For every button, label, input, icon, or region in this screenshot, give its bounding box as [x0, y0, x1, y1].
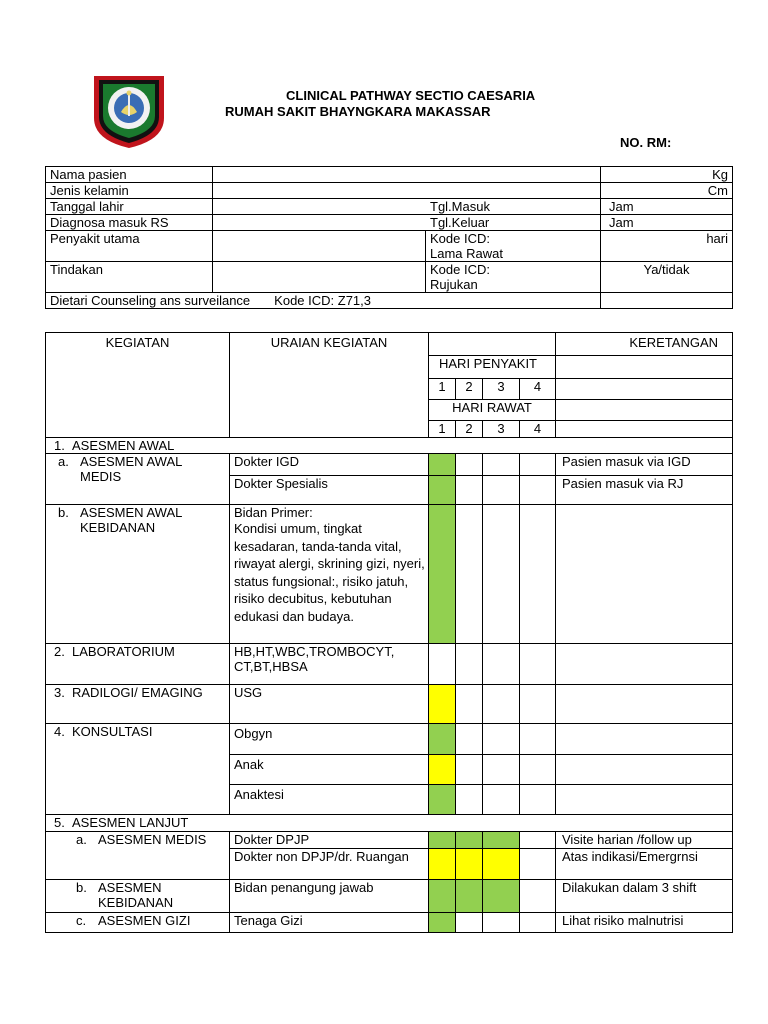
checkbox-cell[interactable] — [456, 913, 483, 933]
checkbox-cell[interactable] — [520, 724, 556, 755]
jam-masuk-label: Jam — [601, 199, 733, 215]
section-radiologi — [46, 685, 230, 724]
day-1: 1 — [429, 379, 456, 400]
checkbox-cell[interactable] — [483, 685, 520, 724]
kode-icd-label-2: Kode ICD: — [430, 262, 490, 277]
bidan-primer-cell — [230, 505, 429, 644]
bidan-penanggung-jawab: Bidan penangung jawab — [230, 880, 429, 913]
header-spacer — [429, 333, 556, 356]
item-letter: a. — [58, 454, 69, 469]
usg: USG — [230, 685, 429, 724]
rawat-day-1: 1 — [429, 421, 456, 438]
checkbox-cell[interactable] — [456, 785, 483, 815]
hospital-name: RUMAH SAKIT BHAYNGKARA MAKASSAR — [225, 104, 491, 119]
checkbox-cell[interactable] — [483, 913, 520, 933]
checkbox-cell[interactable] — [456, 724, 483, 755]
checkbox-cell[interactable] — [456, 755, 483, 785]
igd-note: Pasien masuk via IGD — [556, 454, 733, 476]
jam-keluar-label: Jam — [601, 215, 733, 231]
checkbox-cell[interactable] — [483, 832, 520, 849]
checkbox-cell[interactable] — [483, 849, 520, 880]
asesmen-awal-kebidanan — [46, 505, 230, 644]
rawat-day-2: 2 — [456, 421, 483, 438]
keterangan-cell — [556, 755, 733, 785]
bidan-primer-label: Bidan Primer: — [234, 505, 313, 520]
shift-note: Dilakukan dalam 3 shift — [556, 880, 733, 913]
lama-rawat-label: Lama Rawat — [430, 246, 503, 261]
kode-icd-label: Kode ICD: — [430, 231, 490, 246]
section-asesmen-awal — [46, 438, 733, 454]
uraian-header: URAIAN KEGIATAN — [230, 333, 429, 438]
dietari-label: Dietari Counseling ans surveilance — [50, 293, 251, 308]
penyakit-utama-label: Penyakit utama — [46, 231, 213, 262]
item-letter: c. — [76, 913, 87, 928]
section-label: ASESMEN LANJUT — [72, 815, 189, 830]
rawat-day-3: 3 — [483, 421, 520, 438]
checkbox-cell[interactable] — [483, 724, 520, 755]
bidan-primer-detail: Kondisi umum, tingkat kesadaran, tanda-tanda vital, riwayat alergi, skrining gizi, nyeri, status fungsional:, risiko jatuh, risiko decubitus, kebutuhan edukasi dan budaya. — [234, 521, 425, 624]
section-number: 2. — [54, 644, 65, 659]
nama-field[interactable] — [213, 167, 601, 183]
penyakit-utama-field[interactable] — [213, 231, 426, 262]
checkbox-cell[interactable] — [520, 476, 556, 505]
atas-indikasi-note: Atas indikasi/Emergrnsi — [556, 849, 733, 880]
dokter-spesialis: Dokter Spesialis — [230, 476, 429, 505]
section-konsultasi — [46, 724, 230, 815]
kegiatan-header: KEGIATAN — [46, 333, 230, 438]
lab-detail: HB,HT,WBC,TROMBOCYT, CT,BT,HBSA — [230, 644, 429, 685]
section-asesmen-lanjut — [46, 815, 733, 832]
keterangan-cell — [556, 644, 733, 685]
section-number: 3. — [54, 685, 65, 700]
item-label: ASESMEN AWAL MEDIS — [80, 454, 182, 484]
kode-icd-cell — [426, 231, 601, 262]
dietari-cell — [46, 293, 601, 309]
checkbox-cell[interactable] — [483, 505, 520, 644]
checkbox-cell[interactable] — [429, 685, 456, 724]
keterangan-spacer-3 — [556, 400, 733, 421]
item-label: ASESMEN KEBIDANAN — [98, 880, 174, 910]
item-label: ASESMEN AWAL KEBIDANAN — [80, 505, 182, 535]
checkbox-cell[interactable] — [483, 476, 520, 505]
hari-unit: hari — [601, 231, 733, 262]
diagnosa-field[interactable] — [213, 215, 601, 231]
item-letter: a. — [76, 832, 87, 847]
checkbox-cell[interactable] — [429, 454, 456, 476]
day-4: 4 — [520, 379, 556, 400]
checkbox-cell[interactable] — [520, 755, 556, 785]
checkbox-cell[interactable] — [520, 454, 556, 476]
kode-icd-cell-2 — [426, 262, 601, 293]
tanggal-lahir-field[interactable] — [213, 199, 601, 215]
section-laboratorium — [46, 644, 230, 685]
section-label: KONSULTASI — [72, 724, 153, 739]
section-label: RADILOGI/ EMAGING — [72, 685, 203, 700]
checkbox-cell[interactable] — [483, 755, 520, 785]
cm-unit: Cm — [601, 183, 733, 199]
checkbox-cell[interactable] — [483, 785, 520, 815]
item-letter: b. — [58, 505, 69, 520]
checkbox-cell[interactable] — [429, 785, 456, 815]
asesmen-awal-medis — [46, 454, 230, 505]
anaktesi: Anaktesi — [230, 785, 429, 815]
item-label: ASESMEN MEDIS — [98, 832, 207, 847]
checkbox-cell[interactable] — [456, 505, 483, 644]
checkbox-cell[interactable] — [429, 913, 456, 933]
checkbox-cell[interactable] — [456, 880, 483, 913]
dokter-igd: Dokter IGD — [230, 454, 429, 476]
keterangan-header: KERETANGAN — [556, 333, 733, 356]
section-number: 1. — [54, 438, 65, 453]
obgyn: Obgyn — [230, 724, 429, 755]
section-number: 5. — [54, 815, 65, 830]
asesmen-medis — [46, 832, 230, 880]
checkbox-cell[interactable] — [429, 644, 456, 685]
checkbox-cell[interactable] — [520, 644, 556, 685]
hari-penyakit-header: HARI PENYAKIT — [429, 356, 556, 379]
checkbox-cell[interactable] — [456, 832, 483, 849]
item-letter: b. — [76, 880, 87, 895]
checkbox-cell[interactable] — [520, 832, 556, 849]
keterangan-cell — [556, 724, 733, 755]
hospital-logo — [88, 68, 170, 150]
checkbox-cell[interactable] — [456, 849, 483, 880]
pathway-table — [45, 332, 733, 933]
diagnosa-label: Diagnosa masuk RS — [46, 215, 213, 231]
checkbox-cell[interactable] — [520, 505, 556, 644]
section-label: LABORATORIUM — [72, 644, 175, 659]
dietari-field[interactable] — [601, 293, 733, 309]
checkbox-cell[interactable] — [483, 644, 520, 685]
checkbox-cell[interactable] — [520, 849, 556, 880]
day-2: 2 — [456, 379, 483, 400]
keterangan-cell — [556, 505, 733, 644]
checkbox-cell[interactable] — [520, 913, 556, 933]
document-title: CLINICAL PATHWAY SECTIO CAESARIA — [286, 88, 536, 103]
asesmen-kebidanan — [46, 880, 230, 913]
rujukan-label: Rujukan — [430, 277, 478, 292]
checkbox-cell[interactable] — [520, 880, 556, 913]
kg-unit: Kg — [601, 167, 733, 183]
checkbox-cell[interactable] — [429, 724, 456, 755]
checkbox-cell[interactable] — [456, 454, 483, 476]
rj-note: Pasien masuk via RJ — [556, 476, 733, 505]
checkbox-cell[interactable] — [483, 454, 520, 476]
jenis-kelamin-field[interactable] — [213, 183, 601, 199]
tenaga-gizi: Tenaga Gizi — [230, 913, 429, 933]
checkbox-cell[interactable] — [520, 685, 556, 724]
kode-icd-z71: Kode ICD: Z71,3 — [274, 293, 371, 308]
keterangan-spacer-1 — [556, 356, 733, 379]
keterangan-spacer-2 — [556, 379, 733, 400]
rawat-day-4: 4 — [520, 421, 556, 438]
keterangan-cell — [556, 685, 733, 724]
checkbox-cell[interactable] — [520, 785, 556, 815]
tgl-keluar-label: Tgl.Keluar — [430, 215, 490, 230]
checkbox-cell[interactable] — [456, 644, 483, 685]
hari-rawat-header: HARI RAWAT — [429, 400, 556, 421]
nama-label: Nama pasien — [46, 167, 213, 183]
tindakan-field[interactable] — [213, 262, 426, 293]
keterangan-spacer-4 — [556, 421, 733, 438]
item-label: ASESMEN GIZI — [98, 913, 191, 928]
dokter-dpjp: Dokter DPJP — [230, 832, 429, 849]
checkbox-cell[interactable] — [429, 476, 456, 505]
checkbox-cell[interactable] — [483, 880, 520, 913]
patient-info-table — [45, 166, 733, 309]
visite-note: Visite harian /follow up — [556, 832, 733, 849]
checkbox-cell[interactable] — [429, 880, 456, 913]
asesmen-gizi — [46, 913, 230, 933]
checkbox-cell[interactable] — [429, 505, 456, 644]
jenis-kelamin-label: Jenis kelamin — [46, 183, 213, 199]
section-number: 4. — [54, 724, 65, 739]
tgl-masuk-label: Tgl.Masuk — [430, 199, 490, 214]
ya-tidak-option[interactable]: Ya/tidak — [601, 262, 733, 293]
checkbox-cell[interactable] — [456, 476, 483, 505]
checkbox-cell[interactable] — [429, 849, 456, 880]
section-label: ASESMEN AWAL — [72, 438, 175, 453]
dokter-non-dpjp: Dokter non DPJP/dr. Ruangan — [230, 849, 429, 880]
keterangan-cell — [556, 785, 733, 815]
tanggal-lahir-label: Tanggal lahir — [46, 199, 213, 215]
checkbox-cell[interactable] — [429, 832, 456, 849]
checkbox-cell[interactable] — [456, 685, 483, 724]
anak: Anak — [230, 755, 429, 785]
tindakan-label: Tindakan — [46, 262, 213, 293]
day-3: 3 — [483, 379, 520, 400]
no-rm-label: NO. RM: — [620, 135, 672, 150]
malnutrisi-note: Lihat risiko malnutrisi — [556, 913, 733, 933]
checkbox-cell[interactable] — [429, 755, 456, 785]
